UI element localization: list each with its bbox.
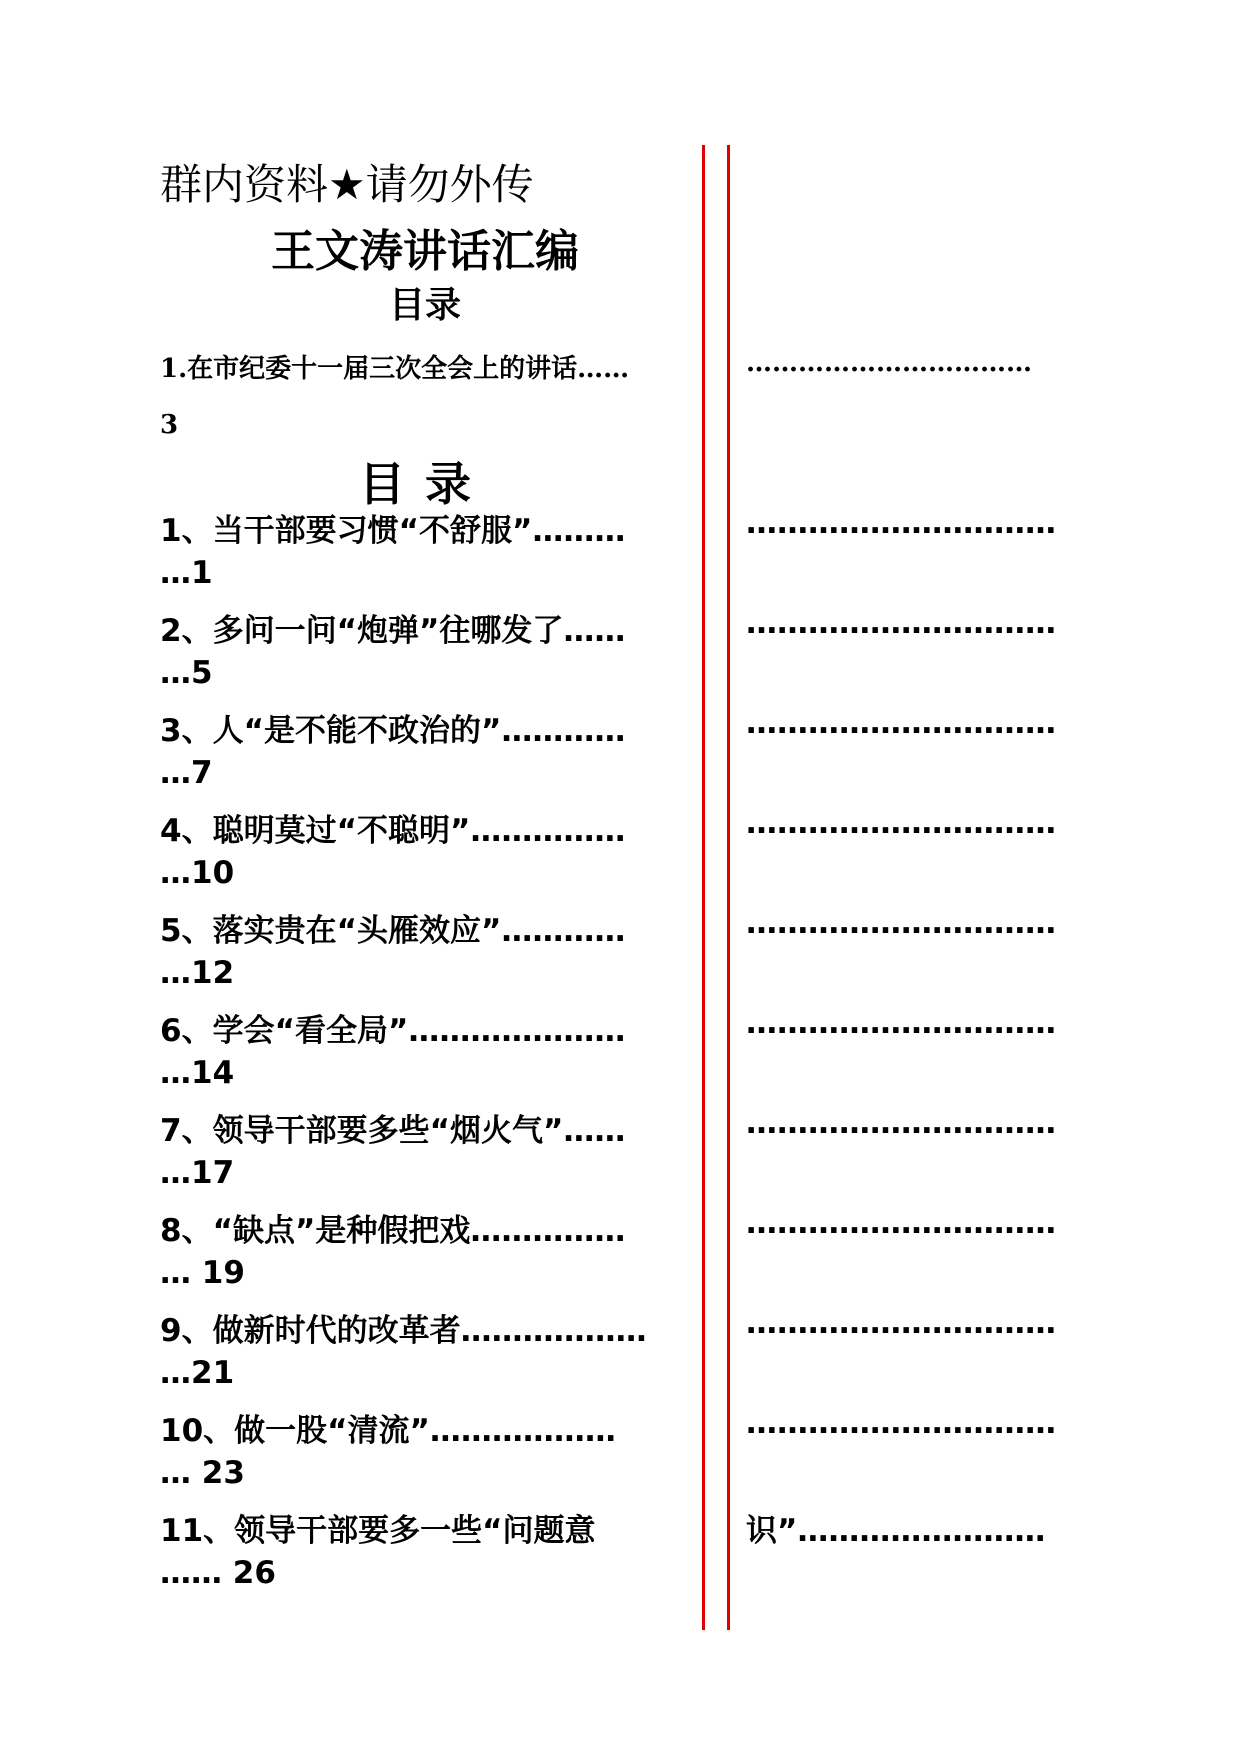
toc-entry-first-left: 1.在市纪委十一届三次全会上的讲话…… bbox=[160, 354, 630, 384]
toc-entry-title: 2、多问一问“炮弹”往哪发了…… bbox=[160, 613, 626, 649]
toc-heading-large: 目录 bbox=[359, 457, 491, 511]
toc-entry bbox=[0, 605, 1240, 705]
toc-entry-page-number: …21 bbox=[160, 1355, 235, 1391]
toc-entry-leader: ………………………… bbox=[746, 505, 1056, 541]
toc-entry bbox=[0, 905, 1240, 1005]
toc-entry bbox=[0, 1505, 1240, 1605]
toc-entry-leader: ………………………… bbox=[746, 1405, 1056, 1441]
toc-entry-title: 5、落实贵在“头雁效应”………… bbox=[160, 913, 626, 949]
toc-entry-page-number: …1 bbox=[160, 555, 213, 591]
toc-entry-title: 8、“缺点”是种假把戏…………… bbox=[160, 1213, 626, 1249]
toc-entry-page-number: …12 bbox=[160, 955, 235, 991]
toc-entry-title: 10、做一股“清流”……………… bbox=[160, 1413, 616, 1449]
toc-entry-page-number: …7 bbox=[160, 755, 213, 791]
toc-entry-leader: ………………………… bbox=[746, 705, 1056, 741]
toc-entry bbox=[0, 1105, 1240, 1205]
toc-entry-first-right: …………………………… bbox=[746, 348, 1032, 378]
toc-entry-title: 4、聪明莫过“不聪明”…………… bbox=[160, 813, 626, 849]
toc-entry bbox=[0, 1405, 1240, 1505]
toc-entry bbox=[0, 1205, 1240, 1305]
toc-entry-title: 1、当干部要习惯“不舒服”……… bbox=[160, 513, 626, 549]
toc-entry-leader: ………………………… bbox=[746, 1005, 1056, 1041]
toc-entry-leader: ………………………… bbox=[746, 605, 1056, 641]
toc-entry bbox=[0, 505, 1240, 605]
toc-entry bbox=[0, 1305, 1240, 1405]
toc-entry-page-number: …10 bbox=[160, 855, 235, 891]
toc-entry bbox=[0, 1005, 1240, 1105]
toc-entry-title: 11、领导干部要多一些“问题意 bbox=[160, 1513, 596, 1549]
toc-entry-page-number: … 23 bbox=[160, 1455, 245, 1491]
toc-entry-leader: ………………………… bbox=[746, 1205, 1056, 1241]
toc-entry-first-page-number: 3 bbox=[160, 410, 179, 440]
toc-entry-leader: 识”…………………… bbox=[746, 1513, 1046, 1549]
toc-entry-leader: ………………………… bbox=[746, 905, 1056, 941]
toc-entry-page-number: … 19 bbox=[160, 1255, 245, 1291]
toc-entry-leader: ………………………… bbox=[746, 805, 1056, 841]
toc-entry bbox=[0, 705, 1240, 805]
toc-entry-page-number: …… 26 bbox=[160, 1555, 276, 1591]
toc-entry-title: 6、学会“看全局”………………… bbox=[160, 1013, 626, 1049]
toc-entry-page-number: …17 bbox=[160, 1155, 235, 1191]
document-title: 王文涛讲话汇编 bbox=[271, 226, 579, 277]
toc-entry-page-number: …5 bbox=[160, 655, 213, 691]
toc-entry-page-number: …14 bbox=[160, 1055, 235, 1091]
toc-heading-small: 目录 bbox=[388, 285, 461, 326]
toc-entry bbox=[0, 805, 1240, 905]
toc-entry-leader: ………………………… bbox=[746, 1105, 1056, 1141]
toc-entry-title: 9、做新时代的改革者……………… bbox=[160, 1313, 647, 1349]
toc-entry-title: 7、领导干部要多些“烟火气”…… bbox=[160, 1113, 626, 1149]
toc-entry-title: 3、人“是不能不政治的”………… bbox=[160, 713, 626, 749]
header-note: 群内资料★请勿外传 bbox=[160, 160, 534, 209]
toc-entry-leader: ………………………… bbox=[746, 1305, 1056, 1341]
